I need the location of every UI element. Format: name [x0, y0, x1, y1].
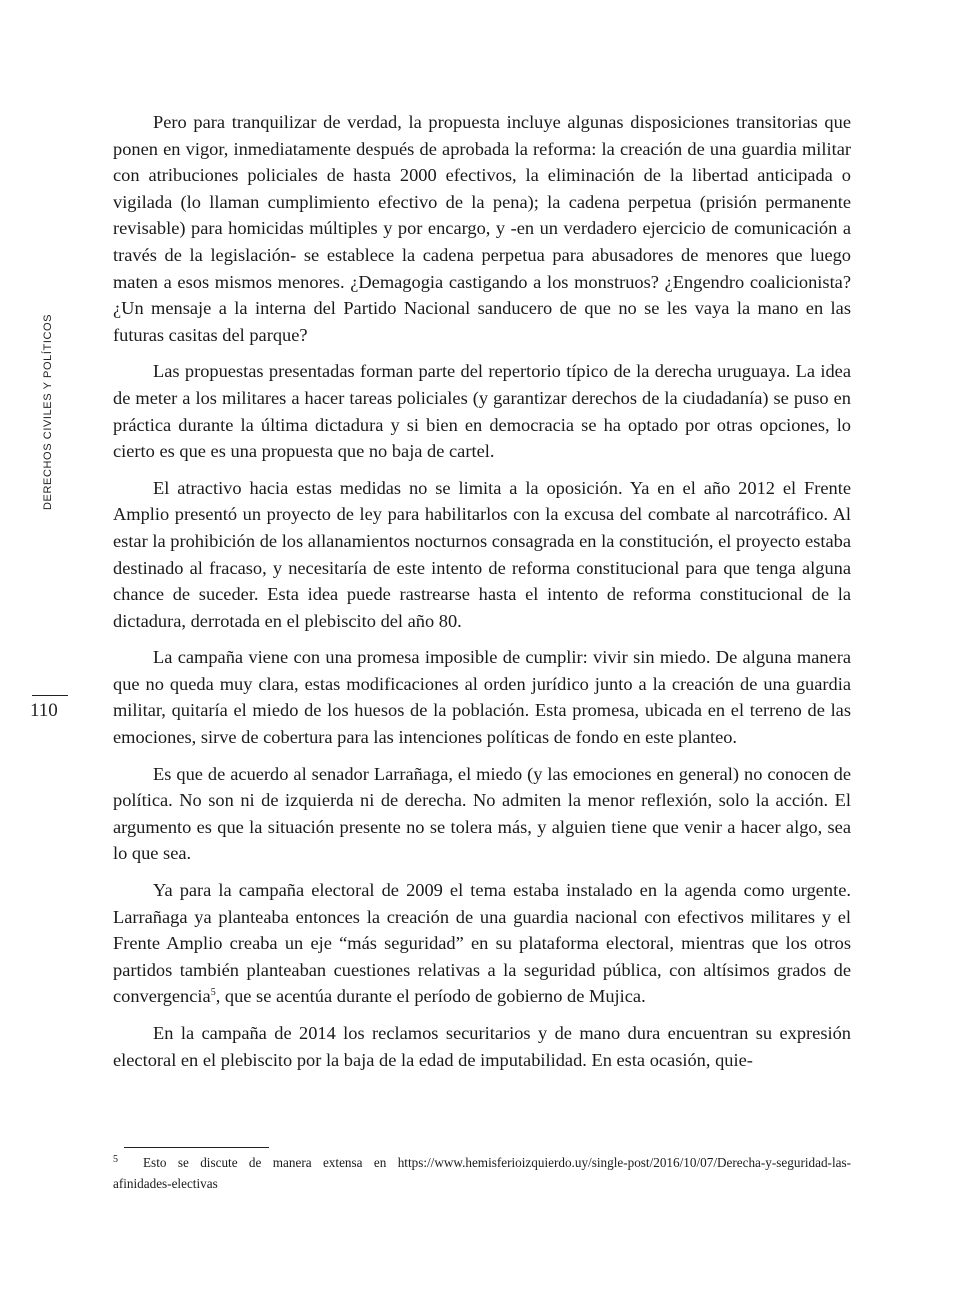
footnote-text[interactable]: Esto se discute de manera extensa en https://www.hemisferioizquierdo.uy/single-post/2016/10/07/Derecha-y-seguridad-las-afinidades-electivas [113, 1155, 851, 1191]
body-text [113, 109, 851, 1083]
paragraph-7: En la campaña de 2014 los reclamos securitarios y de mano dura encuentran su expresión electoral en el plebiscito por la baja de la edad de imputabilidad. En esta ocasión, quie- [113, 1023, 851, 1070]
paragraph-6-text-b: , que se acentúa durante el período de gobierno de Mujica. [215, 986, 646, 1007]
paragraph-4: La campaña viene con una promesa imposible de cumplir: vivir sin miedo. De alguna manera que no queda muy clara, estas modificaciones al orden jurídico junto a la creación de una guardia militar, quitaría el miedo de los huesos de la población. Esta promesa, ubicada en el terreno de las emociones, sirve de cobertura para las intenciones políticas de fondo en este planteo. [113, 647, 851, 748]
paragraph-6 [113, 877, 851, 1010]
page-number-rule [32, 695, 68, 696]
paragraph-5: Es que de acuerdo al senador Larrañaga, el miedo (y las emociones en general) no conocen de política. No son ni de izquierda ni de derecha. No admiten la menor reflexión, solo la acción. El argumento es que la situación presente no se tolera más, y alguien tiene que venir a hacer algo, sea lo que sea. [113, 763, 851, 864]
footnote: 5 Esto se discute de manera extensa en https://www.hemisferioizquierdo.uy/single-post/2016/10/07/Derecha-y-seguridad-las-afinidades-electivas [113, 1153, 851, 1191]
paragraph-2: Las propuestas presentadas forman parte del repertorio típico de la derecha uruguaya. La idea de meter a los militares a hacer tareas policiales (y garantizar derechos de la ciudadanía) se puso en práctica durante la última dictadura y si bien en democracia se ha optado por otras opciones, lo cierto es que es una propuesta que no baja de cartel. [113, 361, 851, 462]
paragraph-3: El atractivo hacia estas medidas no se limita a la oposición. Ya en el año 2012 el Frente Amplio presentó un proyecto de ley para habilitarlos con la excusa del combate al narcotráfico. Al estar la prohibición de los allanamientos nocturnos consagrada en la constitución, el proyecto estaba destinado al fracaso, y necesitaría de este intento de reforma constitucional para que tenga alguna chance de suceder. Esta idea puede rastrearse hasta el intento de reforma constitucional de la dictadura, derrotada en el plebiscito del año 80. [113, 477, 851, 631]
footnote-rule [124, 1147, 269, 1148]
page-number: 110 [30, 700, 58, 721]
paragraph-1: Pero para tranquilizar de verdad, la propuesta incluye algunas disposiciones transitorias que ponen en vigor, inmediatamente después de aprobada la reforma: la creación de una guardia militar con atribuciones policiales de hasta 2000 efectivos, la eliminación de la libertad anticipada o vigilada (lo llaman cumplimiento efectivo de la pena); la cadena perpetua (prisión permanente revisable) para homicidas múltiples y por encargo, y -en un verdadero ejercicio de comunicación a través de la legislación- se establece la cadena perpetua para abusadores de menores que luego maten a esos mismos menores. ¿Demagogia castigando a los monstruos? ¿Engendro coalicionista? ¿Un mensaje a la interna del Partido Nacional sanducero de que no se les vaya la mano en las futuras casitas del parque? [113, 112, 851, 345]
running-head: DERECHOS CIVILES Y POLÍTICOS [42, 313, 54, 510]
paragraph-6-text-a: Ya para la campaña electoral de 2009 el tema estaba instalado en la agenda como urgente. Larrañaga ya planteaba entonces la creación de una guardia nacional con efectivos militares y el Frente Amplio creaba un eje “más seguridad” en su plataforma electoral, mientras que los otros partidos también planteaban cuestiones relativas a la seguridad pública, con altísimos grados de convergencia [113, 880, 851, 1007]
footnote-reference[interactable]: 5 [210, 987, 216, 999]
